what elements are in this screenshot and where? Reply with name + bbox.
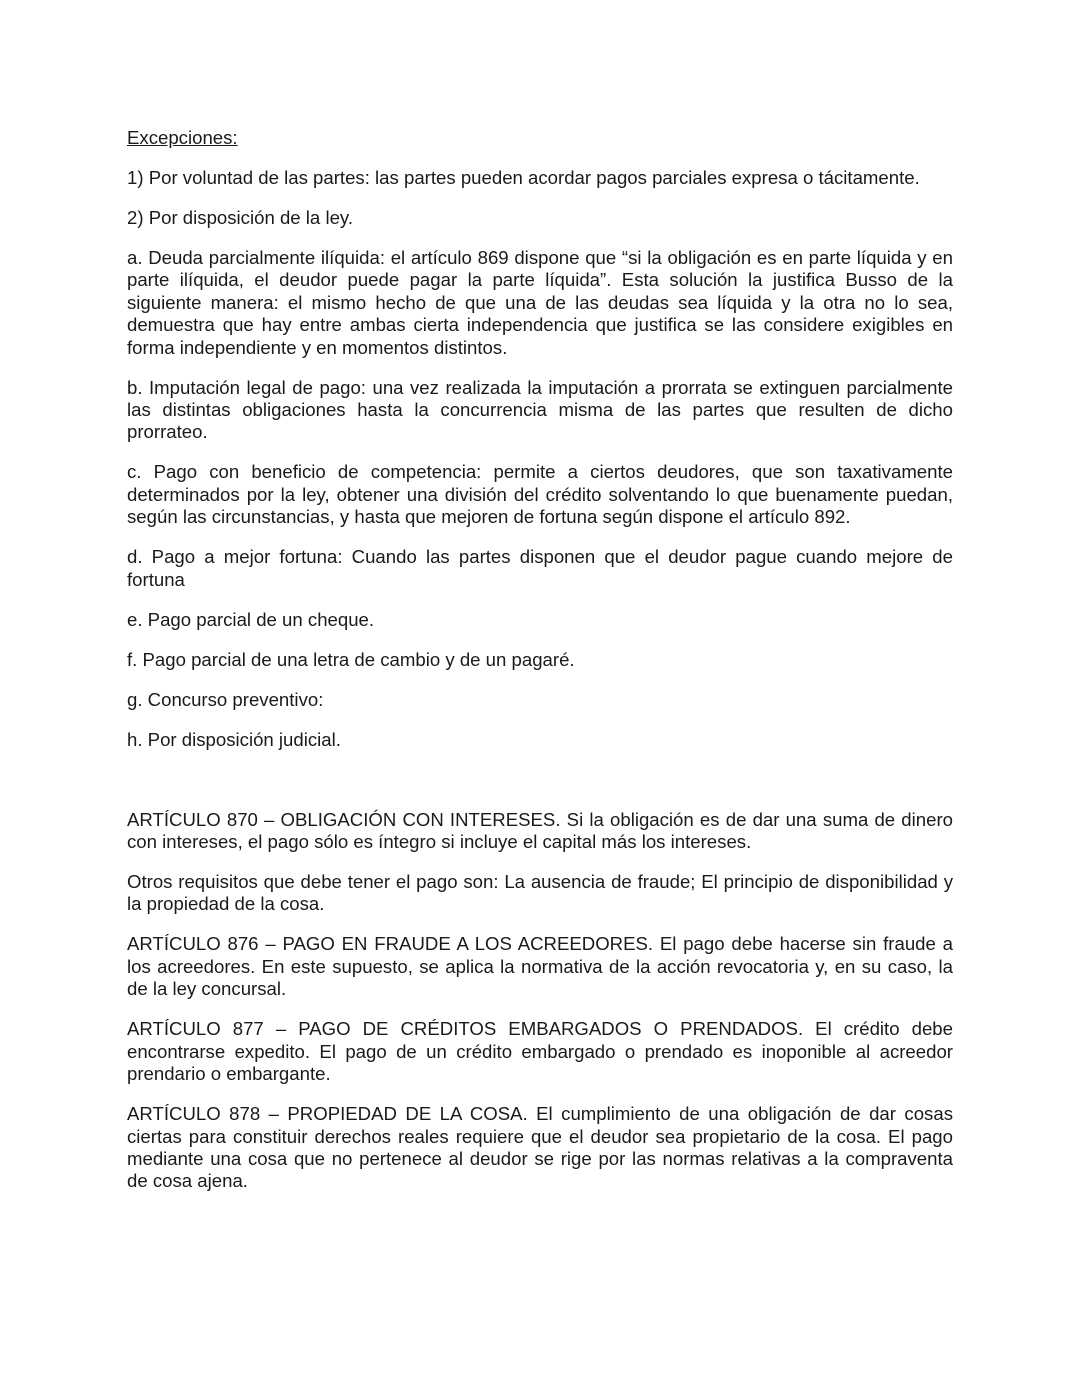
requirements-paragraph: Otros requisitos que debe tener el pago son: La ausencia de fraude; El principio de disponibilidad y la propiedad de la cosa. bbox=[127, 871, 953, 915]
exception-item: e. Pago parcial de un cheque. bbox=[127, 608, 375, 630]
exception-item: 1) Por voluntad de las partes: las partes pueden acordar pagos parciales expresa o tácitamente. bbox=[127, 167, 920, 188]
exception-item: d. Pago a mejor fortuna: Cuando las partes disponen que el deudor pague cuando mejore de fortuna bbox=[127, 546, 953, 590]
article-870-paragraph: ARTÍCULO 870 – OBLIGACIÓN CON INTERESES. Si la obligación es de dar una suma de dinero con intereses, el pago sólo es íntegro si incluye el capital más los intereses. bbox=[127, 808, 953, 853]
article-877-paragraph: ARTÍCULO 877 – PAGO DE CRÉDITOS EMBARGADOS O PRENDADOS. El crédito debe encontrarse expedito. El pago de un crédito embargado o prendado es inoponible al acreedor prendario o embargante. bbox=[127, 1018, 953, 1085]
article-876-paragraph: ARTÍCULO 876 – PAGO EN FRAUDE A LOS ACREEDORES. El pago debe hacerse sin fraude a los acreedores. En este supuesto, se aplica la normativa de la acción revocatoria y, en su caso, la de la ley concursal. bbox=[127, 933, 953, 1000]
exception-item: f. Pago parcial de una letra de cambio y de un pagaré. bbox=[127, 648, 575, 670]
exception-item: g. Concurso preventivo: bbox=[127, 688, 324, 710]
exception-item: h. Por disposición judicial. bbox=[127, 728, 341, 750]
exception-item: 2) Por disposición de la ley. bbox=[127, 207, 353, 228]
exception-item: c. Pago con beneficio de competencia: permite a ciertos deudores, que son taxativamente determinados por la ley, obtener una división del crédito solventando lo que buenamente puedan, según las circunstancias, y hasta que mejoren de fortuna según dispone el artículo 892. bbox=[127, 461, 953, 528]
exception-item: a. Deuda parcialmente ilíquida: el artículo 869 dispone que “si la obligación es en parte líquida y en parte ilíquida, el deudor puede pagar la parte líquida”. Esta solución la justifica Busso de la siguiente manera: el mismo hecho de que una de las deudas sea líquida y la otra no lo sea, demuestra que hay entre ambas cierta independencia que justifica se las considere exigibles en forma independiente y en momentos distintos. bbox=[127, 247, 953, 358]
exceptions-heading: Excepciones: bbox=[127, 127, 238, 148]
article-878-paragraph: ARTÍCULO 878 – PROPIEDAD DE LA COSA. El cumplimiento de una obligación de dar cosas ciertas para constituir derechos reales requiere que el deudor sea propietario de la cosa. El pago mediante una cosa que no pertenece al deudor se rige por las normas relativas a la compraventa de cosa ajena. bbox=[127, 1103, 953, 1192]
document-page bbox=[127, 127, 953, 1210]
section-spacer bbox=[127, 769, 953, 809]
exception-item: b. Imputación legal de pago: una vez realizada la imputación a prorrata se extinguen parcialmente las distintas obligaciones hasta la concurrencia misma de las partes que resulten de dicho prorrateo. bbox=[127, 376, 953, 443]
